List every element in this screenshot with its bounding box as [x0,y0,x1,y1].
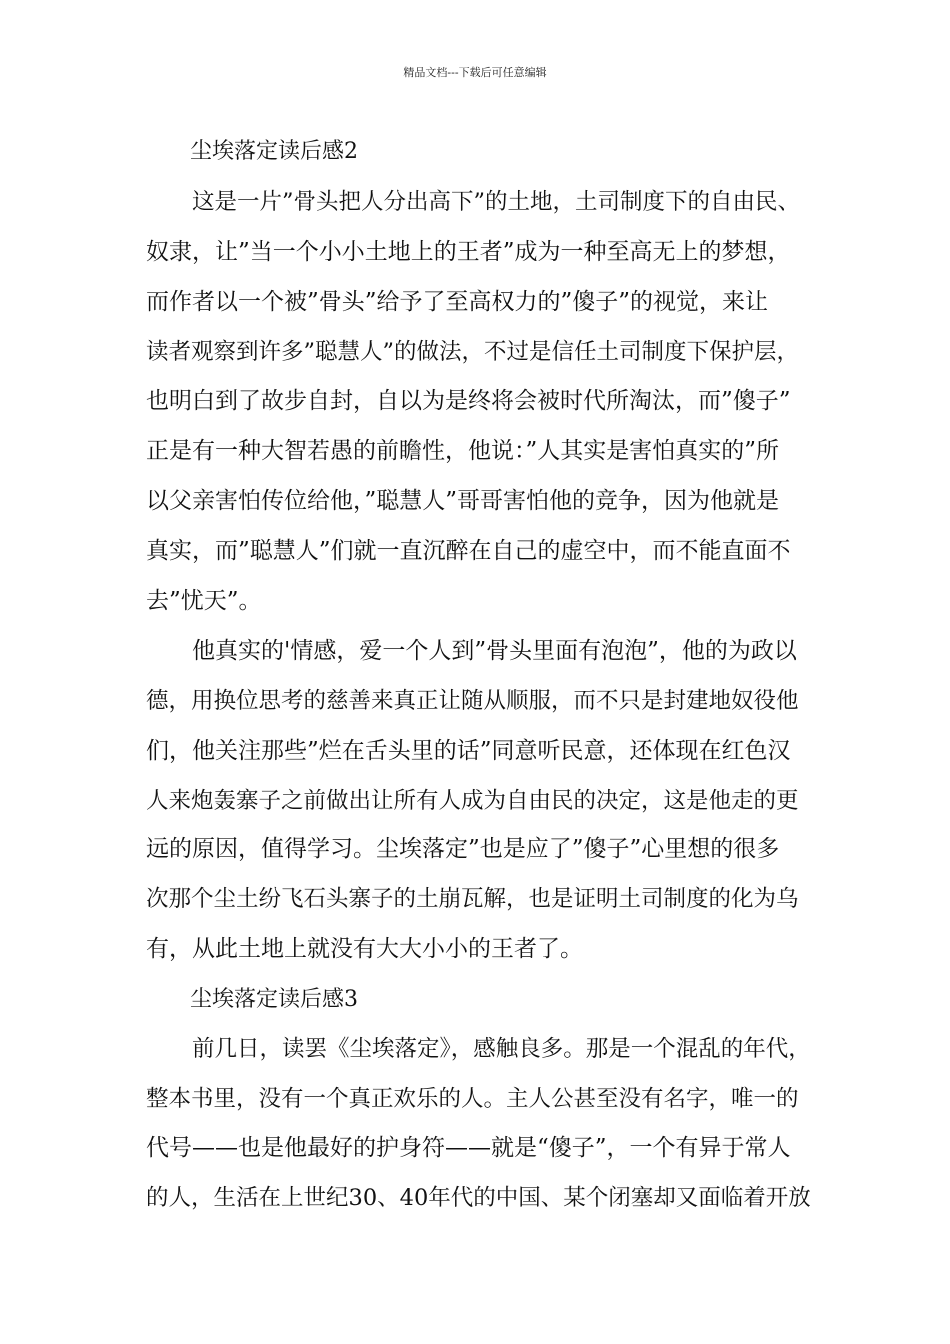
paragraph-line: 也明白到了故步自封，自以为是终将会被时代所淘汰，而”傻子” [146,388,791,414]
paragraph-line: 去”忧天”。 [146,588,262,614]
paragraph-line: 奴隶，让”当一个小小土地上的王者”成为一种至高无上的梦想， [146,239,791,265]
paragraph-line: 整本书里，没有一个真正欢乐的人。主人公甚至没有名字，唯一的 [146,1086,799,1112]
paragraph-line: 读者观察到许多”聪慧人”的做法，不过是信任土司制度下保护层， [146,339,800,365]
paragraph-line: 他真实的'情感，爱一个人到”骨头里面有泡泡”，他的为政以 [192,638,797,664]
paragraph-line: 而作者以一个被”骨头”给予了至高权力的”傻子”的视觉，来让 [146,289,769,315]
paragraph-line: 以父亲害怕传位给他，”聪慧人”哥哥害怕他的竞争，因为他就是 [146,488,780,514]
paragraph-line: 德，用换位思考的慈善来真正让随从顺服，而不只是封建地奴役他 [146,688,799,714]
paragraph-line: 真实，而”聪慧人”们就一直沉醉在自己的虚空中，而不能直面不 [146,538,791,564]
paragraph-line: 们，他关注那些”烂在舌头里的话”同意听民意，还体现在红色汉 [146,738,791,764]
paragraph-line: 人来炮轰寨子之前做出让所有人成为自由民的决定，这是他走的更 [146,788,799,814]
paragraph-line: 前几日，读罢《尘埃落定》，感触良多。那是一个混乱的年代， [192,1036,811,1062]
paragraph-line: 的人，生活在上世纪30、40年代的中国、某个闭塞却又面临着开放 [146,1185,811,1211]
paragraph-line: 次那个尘土纷飞石头寨子的土崩瓦解，也是证明土司制度的化为乌 [146,886,799,912]
paragraph-line: 正是有一种大智若愚的前瞻性，他说：”人其实是害怕真实的”所 [146,438,780,464]
paragraph-line: 远的原因，值得学习。尘埃落定”也是应了”傻子”心里想的很多 [146,836,780,862]
page-header: 精品文档---下载后可任意编辑 [403,66,547,79]
section-heading: 尘埃落定读后感3 [190,987,358,1012]
section-heading: 尘埃落定读后感2 [190,139,358,164]
paragraph-line: 这是一片”骨头把人分出高下”的土地，土司制度下的自由民、 [192,189,801,215]
paragraph-line: 有，从此土地上就没有大大小小的王者了。 [146,936,583,962]
paragraph-line: 代号——也是他最好的护身符——就是“傻子”，一个有异于常人 [146,1135,791,1161]
